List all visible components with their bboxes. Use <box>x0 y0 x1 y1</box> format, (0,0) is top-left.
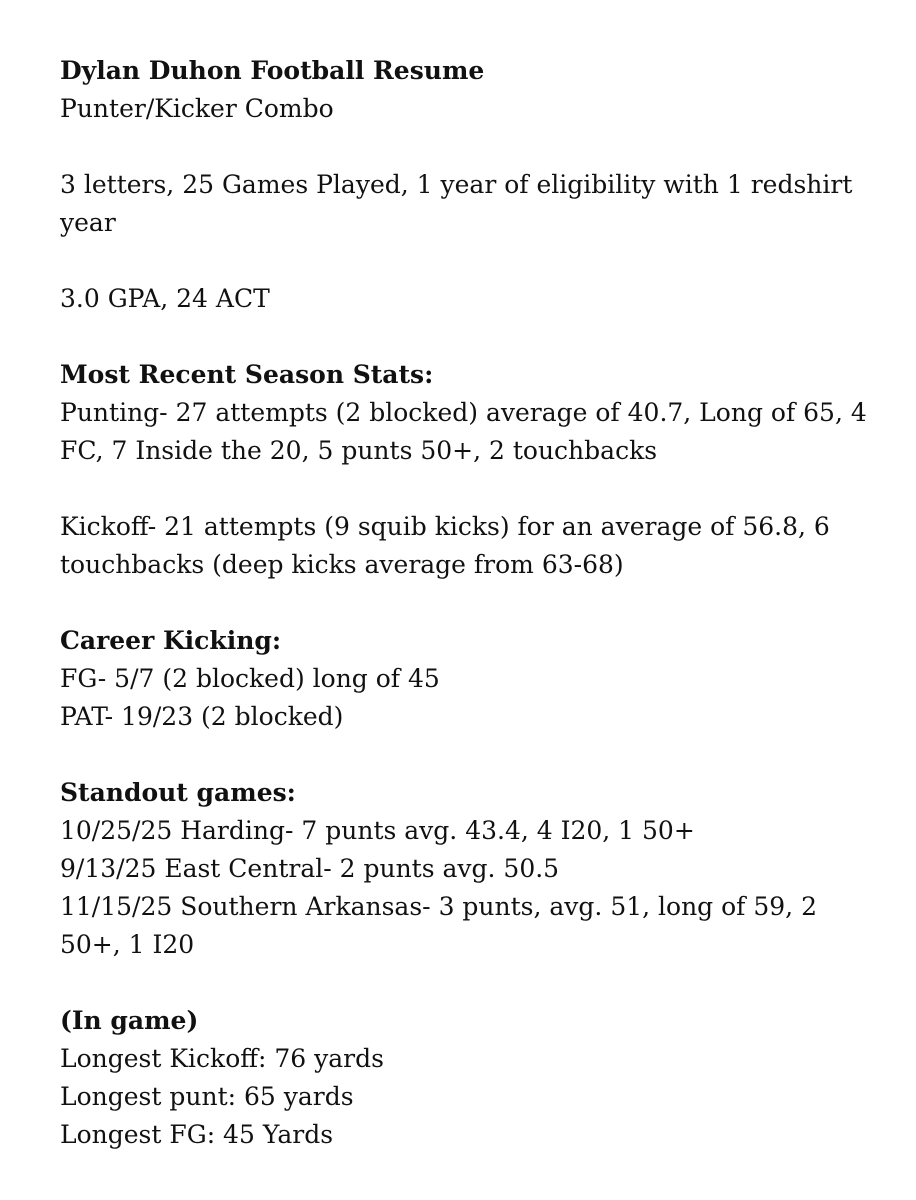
longest-kickoff: Longest Kickoff: 76 yards <box>60 1044 384 1073</box>
academics-line: 3.0 GPA, 24 ACT <box>60 284 270 313</box>
career-pat: PAT- 19/23 (2 blocked) <box>60 702 344 731</box>
resume-document <box>60 52 870 1154</box>
standout-game: 11/15/25 Southern Arkansas- 3 punts, avg. 51, long of 59, 2 50+, 1 I20 <box>60 892 817 959</box>
longest-punt: Longest punt: 65 yards <box>60 1082 354 1111</box>
punting-stats: Punting- 27 attempts (2 blocked) average of 40.7, Long of 65, 4 FC, 7 Inside the 20, 5 punts 50+, 2 touchbacks <box>60 398 867 465</box>
standout-games-heading: Standout games: <box>60 778 296 807</box>
eligibility-line: 3 letters, 25 Games Played, 1 year of eligibility with 1 redshirt year <box>60 170 853 237</box>
kickoff-stats: Kickoff- 21 attempts (9 squib kicks) for an average of 56.8, 6 touchbacks (deep kicks average from 63-68) <box>60 512 830 579</box>
career-kicking-heading: Career Kicking: <box>60 626 282 655</box>
longest-fg: Longest FG: 45 Yards <box>60 1120 334 1149</box>
career-fg: FG- 5/7 (2 blocked) long of 45 <box>60 664 440 693</box>
resume-title: Dylan Duhon Football Resume <box>60 56 485 85</box>
recent-season-heading: Most Recent Season Stats: <box>60 360 434 389</box>
standout-game: 10/25/25 Harding- 7 punts avg. 43.4, 4 I20, 1 50+ <box>60 816 695 845</box>
in-game-heading: (In game) <box>60 1006 199 1035</box>
position-line: Punter/Kicker Combo <box>60 94 334 123</box>
standout-game: 9/13/25 East Central- 2 punts avg. 50.5 <box>60 854 560 883</box>
